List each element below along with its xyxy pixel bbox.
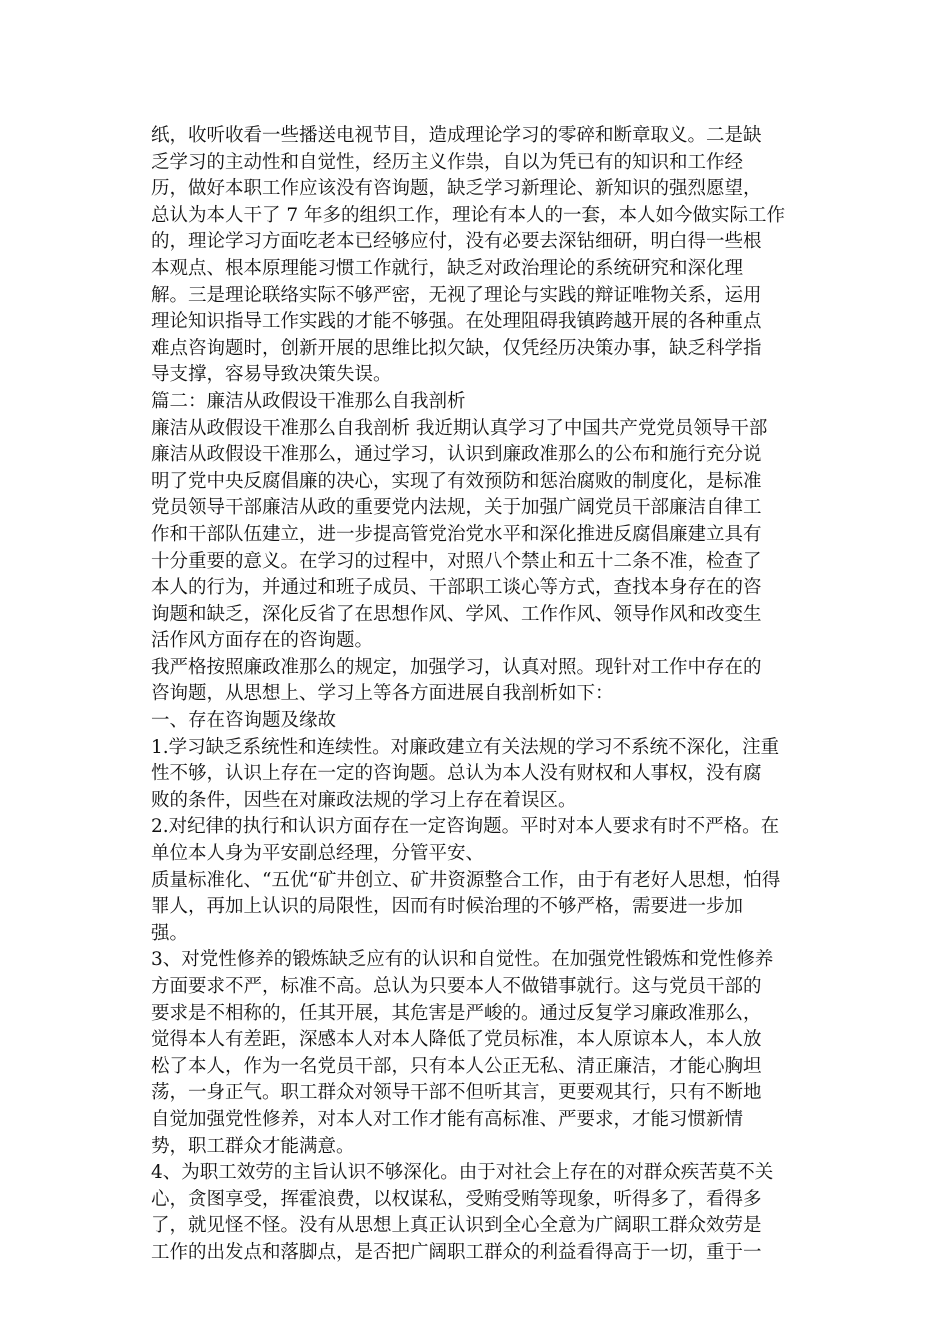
text-line: 理论知识指导工作实践的才能不够强。在处理阻碍我镇跨越开展的各种重点 [151,311,762,333]
text-line: 要求是不相称的，任其开展，其危害是严峻的。通过反复学习廉政准那么， [151,1002,762,1024]
text-line: 党员领导干部廉洁从政的重要党内法规，关于加强广阔党员干部廉洁自律工 [151,497,762,519]
text-line: 询题和缺乏，深化反省了在思想作风、学风、工作作风、领导作风和改变生 [151,603,762,625]
text-line: 势，职工群众才能满意。 [151,1135,355,1157]
text-line: 3、对党性修养的锻炼缺乏应有的认识和自觉性。在加强党性锻炼和党性修养 [151,949,774,971]
text-line: 解。三是理论联络实际不够严密，无视了理论与实践的辩证唯物关系，运用 [151,284,762,306]
section-heading: 篇二：廉洁从政假设干准那么自我剖析 [151,390,466,412]
text-line: 2.对纪律的执行和认识方面存在一定咨询题。平时对本人要求有时不严格。在 [151,816,780,838]
text-line: 荡，一身正气。职工群众对领导干部不但听其言，更要观其行，只有不断地 [151,1082,762,1104]
text-line: 强。 [151,922,189,944]
text-line: 乏学习的主动性和自觉性，经历主义作祟，自以为凭已有的知识和工作经 [151,151,744,173]
text-line: 我严格按照廉政准那么的规定，加强学习，认真对照。现针对工作中存在的 [151,656,762,678]
text-line: 总认为本人干了 7 年多的组织工作，理论有本人的一套，本人如今做实际工作 [151,204,786,226]
text-line: 了，就见怪不怪。没有从思想上真正认识到全心全意为广阔职工群众效劳是 [151,1215,762,1237]
text-line: 历，做好本职工作应该没有咨询题，缺乏学习新理论、新知识的强烈愿望， [151,178,762,200]
text-line: 罪人，再加上认识的局限性，因而有时候治理的不够严格，需要进一步加 [151,896,744,918]
text-line: 本人的行为，并通过和班子成员、干部职工谈心等方式，查找本身存在的咨 [151,577,762,599]
text-line: 廉洁从政假设干准那么自我剖析 我近期认真学习了中国共产党党员领导干部 [151,417,768,439]
text-line: 明了党中央反腐倡廉的决心，实现了有效预防和惩治腐败的制度化，是标准 [151,470,762,492]
text-line: 作和干部队伍建立，进一步提高管党治党水平和深化推进反腐倡廉建立具有 [151,523,762,545]
text-line: 质量标准化、“五优“矿井创立、矿井资源整合工作，由于有老好人思想，怕得 [151,869,781,891]
text-line: 4、为职工效劳的主旨认识不够深化。由于对社会上存在的对群众疾苦莫不关 [151,1162,774,1184]
text-line: 咨询题，从思想上、学习上等各方面进展自我剖析如下： [151,683,614,705]
text-line: 本观点、根本原理能习惯工作就行，缺乏对政治理论的系统研究和深化理 [151,257,744,279]
text-line: 方面要求不严，标准不高。总认为只要本人不做错事就行。这与党员干部的 [151,976,762,997]
text-line: 性不够，认识上存在一定的咨询题。总认为本人没有财权和人事权，没有腐 [151,763,762,785]
text-line: 活作风方面存在的咨询题。 [151,630,374,652]
text-line: 难点咨询题时，创新开展的思维比拟欠缺，仅凭经历决策办事，缺乏科学指 [151,337,762,359]
text-line: 1.学习缺乏系统性和连续性。对廉政建立有关法规的学习不系统不深化，注重 [151,736,780,758]
text-line: 败的条件，因些在对廉政法规的学习上存在着误区。 [151,789,577,811]
section-heading: 一、存在咨询题及缘故 [151,710,337,732]
text-line: 自觉加强党性修养，对本人对工作才能有高标准、严要求，才能习惯新情 [151,1108,744,1130]
text-line: 十分重要的意义。在学习的过程中，对照八个禁止和五十二条不准，检查了 [151,550,762,572]
text-line: 廉洁从政假设干准那么，通过学习，认识到廉政准那么的公布和施行充分说 [151,444,762,466]
document-body [151,123,811,1267]
text-line: 纸，收听收看一些播送电视节目，造成理论学习的零碎和断章取义。二是缺 [151,125,762,146]
text-line: 工作的出发点和落脚点，是否把广阔职工群众的利益看得高于一切，重于一 [151,1241,762,1263]
text-line: 单位本人身为平安副总经理，分管平安、 [151,843,485,865]
text-line: 的，理论学习方面吃老本已经够应付，没有必要去深钻细研，明白得一些根 [151,231,762,253]
text-line: 觉得本人有差距，深感本人对本人降低了党员标准，本人原谅本人，本人放 [151,1029,762,1051]
text-line: 松了本人，作为一名党员干部，只有本人公正无私、清正廉洁，才能心胸坦 [151,1055,762,1077]
text-line: 导支撑，容易导致决策失误。 [151,364,392,386]
text-line: 心，贪图享受，挥霍浪费，以权谋私，受贿受贿等现象，听得多了，看得多 [151,1188,762,1210]
